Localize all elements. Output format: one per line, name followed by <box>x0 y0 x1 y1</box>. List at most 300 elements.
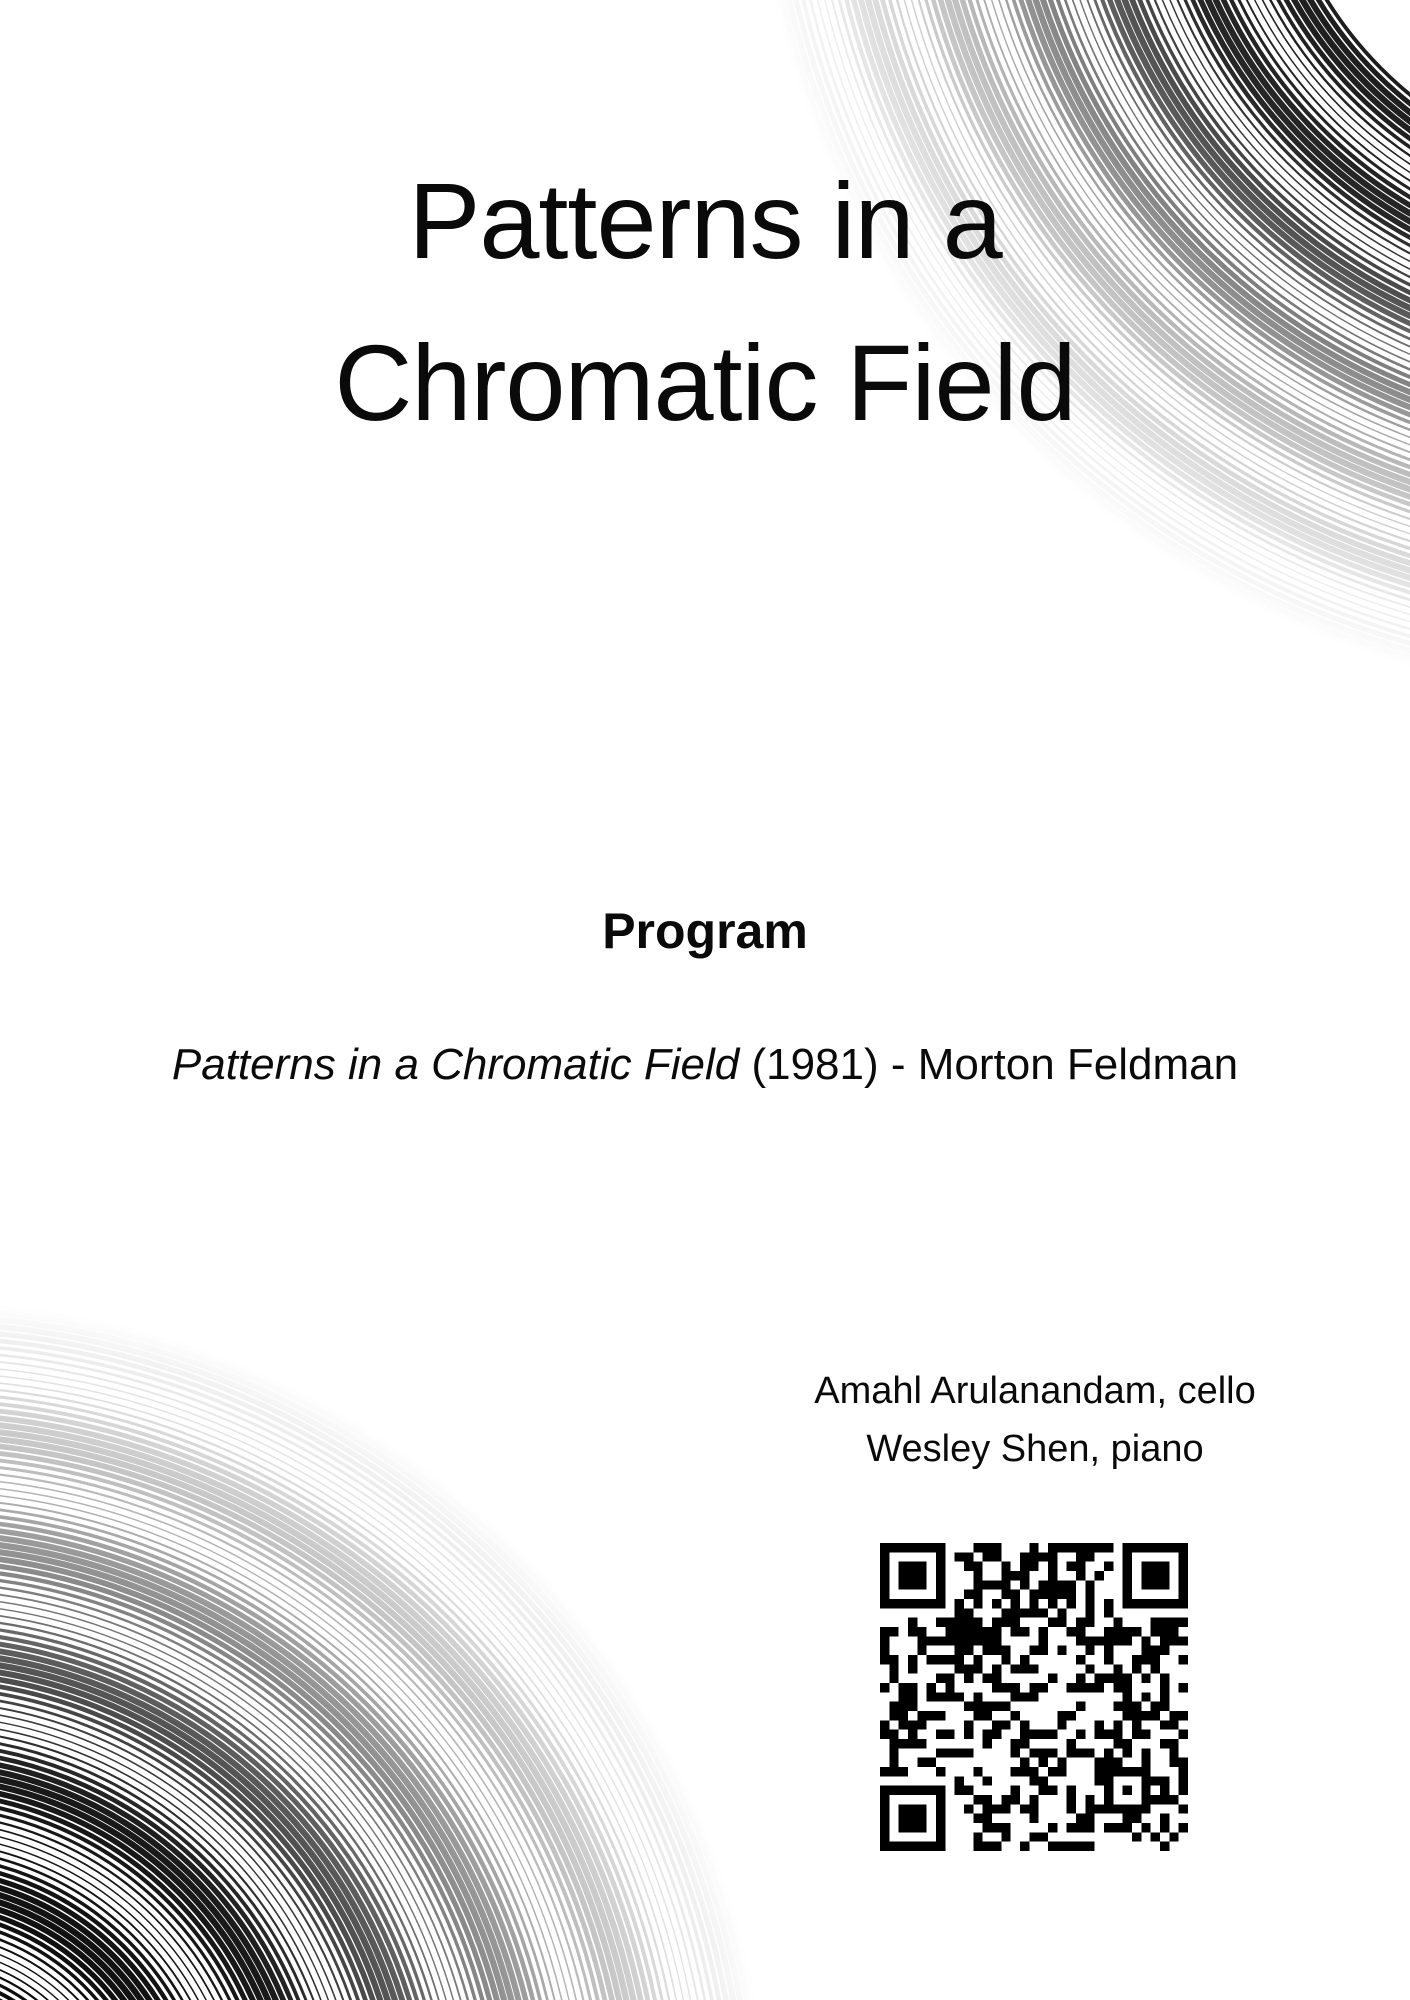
qr-module <box>936 1842 945 1851</box>
qr-module <box>1011 1618 1020 1627</box>
qr-module <box>1123 1804 1132 1813</box>
qr-module <box>1123 1543 1132 1552</box>
qr-module <box>973 1832 982 1841</box>
qr-module <box>1076 1636 1085 1645</box>
qr-module <box>964 1627 973 1636</box>
qr-module <box>899 1842 908 1851</box>
qr-module <box>1141 1767 1150 1776</box>
qr-module <box>1001 1562 1010 1571</box>
qr-module <box>945 1674 954 1683</box>
qr-module <box>1151 1599 1160 1608</box>
qr-module <box>983 1674 992 1683</box>
qr-module <box>889 1543 898 1552</box>
qr-module <box>917 1758 926 1767</box>
qr-module <box>889 1842 898 1851</box>
qr-module <box>1113 1730 1122 1739</box>
qr-module <box>927 1655 936 1664</box>
qr-module <box>1057 1767 1066 1776</box>
qr-module <box>927 1711 936 1720</box>
qr-module <box>1141 1711 1150 1720</box>
qr-module <box>899 1580 908 1589</box>
qr-module <box>1123 1636 1132 1645</box>
qr-module <box>1179 1636 1188 1645</box>
qr-module <box>1029 1776 1038 1785</box>
qr-module <box>1104 1674 1113 1683</box>
qr-module <box>1011 1608 1020 1617</box>
qr-module <box>1011 1739 1020 1748</box>
qr-module <box>1169 1636 1178 1645</box>
qr-module <box>964 1804 973 1813</box>
title-line-2: Chromatic Field <box>334 322 1076 443</box>
qr-module <box>1048 1618 1057 1627</box>
qr-module <box>1020 1562 1029 1571</box>
qr-module <box>908 1599 917 1608</box>
qr-module <box>983 1711 992 1720</box>
qr-module <box>1160 1599 1169 1608</box>
qr-module <box>1011 1786 1020 1795</box>
qr-module <box>1085 1580 1094 1589</box>
qr-module <box>1095 1776 1104 1785</box>
qr-module <box>1160 1739 1169 1748</box>
qr-module <box>1048 1543 1057 1552</box>
qr-module <box>880 1627 889 1636</box>
qr-module <box>1179 1562 1188 1571</box>
qr-module <box>983 1580 992 1589</box>
qr-module <box>1067 1543 1076 1552</box>
qr-module <box>1179 1618 1188 1627</box>
qr-module <box>1039 1552 1048 1561</box>
qr-module <box>992 1543 1001 1552</box>
performer-cello: Amahl Arulanandam, cello <box>814 1370 1256 1412</box>
qr-module <box>927 1758 936 1767</box>
qr-module <box>964 1608 973 1617</box>
qr-module <box>1020 1842 1029 1851</box>
qr-module <box>908 1730 917 1739</box>
qr-module <box>1123 1590 1132 1599</box>
qr-module <box>964 1552 973 1561</box>
qr-module <box>1141 1692 1150 1701</box>
qr-module <box>1123 1599 1132 1608</box>
qr-module <box>1141 1804 1150 1813</box>
qr-module <box>899 1692 908 1701</box>
qr-module <box>908 1683 917 1692</box>
qr-module <box>1123 1711 1132 1720</box>
qr-module <box>1123 1580 1132 1589</box>
qr-module <box>1141 1580 1150 1589</box>
qr-module <box>992 1842 1001 1851</box>
qr-module <box>983 1552 992 1561</box>
page-title <box>0 140 1410 464</box>
qr-module <box>1132 1832 1141 1841</box>
qr-module <box>936 1543 945 1552</box>
qr-module <box>1020 1739 1029 1748</box>
qr-module <box>1076 1823 1085 1832</box>
qr-module <box>992 1823 1001 1832</box>
qr-module <box>1085 1683 1094 1692</box>
qr-module <box>983 1543 992 1552</box>
qr-module <box>1020 1804 1029 1813</box>
qr-module <box>1141 1646 1150 1655</box>
qr-module <box>899 1823 908 1832</box>
qr-module <box>973 1664 982 1673</box>
qr-module <box>964 1702 973 1711</box>
program-item <box>0 1040 1410 1090</box>
qr-module <box>1113 1767 1122 1776</box>
qr-module <box>1113 1674 1122 1683</box>
qr-code-icon[interactable] <box>880 1543 1188 1851</box>
qr-module <box>1029 1692 1038 1701</box>
qr-module <box>917 1627 926 1636</box>
qr-module <box>1029 1543 1038 1552</box>
qr-module <box>1076 1543 1085 1552</box>
qr-module <box>917 1599 926 1608</box>
qr-module <box>1020 1730 1029 1739</box>
qr-module <box>1011 1571 1020 1580</box>
qr-module <box>1048 1562 1057 1571</box>
qr-module <box>936 1795 945 1804</box>
qr-module <box>1104 1795 1113 1804</box>
qr-module <box>1039 1730 1048 1739</box>
qr-module <box>992 1636 1001 1645</box>
qr-module <box>880 1562 889 1571</box>
qr-module <box>880 1832 889 1841</box>
qr-module <box>1039 1580 1048 1589</box>
qr-module <box>899 1599 908 1608</box>
qr-module <box>1095 1767 1104 1776</box>
qr-module <box>973 1767 982 1776</box>
qr-module <box>1123 1823 1132 1832</box>
qr-module <box>1141 1795 1150 1804</box>
qr-module <box>880 1590 889 1599</box>
qr-module <box>1160 1795 1169 1804</box>
qr-module <box>983 1776 992 1785</box>
qr-module <box>1151 1702 1160 1711</box>
qr-module <box>880 1683 889 1692</box>
qr-module <box>1151 1711 1160 1720</box>
qr-module <box>1151 1618 1160 1627</box>
qr-module <box>1151 1580 1160 1589</box>
qr-module <box>983 1730 992 1739</box>
qr-module <box>945 1748 954 1757</box>
qr-module <box>1095 1636 1104 1645</box>
qr-module <box>880 1814 889 1823</box>
qr-module <box>1179 1823 1188 1832</box>
qr-module <box>1160 1627 1169 1636</box>
qr-module <box>899 1786 908 1795</box>
qr-module <box>1039 1627 1048 1636</box>
qr-module <box>1048 1730 1057 1739</box>
qr-module <box>1160 1580 1169 1589</box>
qr-module <box>1029 1664 1038 1673</box>
qr-module <box>908 1842 917 1851</box>
qr-module <box>889 1786 898 1795</box>
qr-module <box>1001 1571 1010 1580</box>
qr-module <box>955 1748 964 1757</box>
qr-module <box>1085 1842 1094 1851</box>
qr-module <box>1104 1636 1113 1645</box>
qr-module <box>1160 1543 1169 1552</box>
qr-module <box>1039 1758 1048 1767</box>
qr-module <box>936 1580 945 1589</box>
qr-module <box>1029 1795 1038 1804</box>
qr-module <box>880 1599 889 1608</box>
qr-module <box>908 1692 917 1701</box>
qr-module <box>1179 1590 1188 1599</box>
qr-module <box>1123 1702 1132 1711</box>
qr-module <box>1001 1590 1010 1599</box>
qr-module <box>1048 1767 1057 1776</box>
qr-module <box>1029 1832 1038 1841</box>
qr-module <box>1067 1786 1076 1795</box>
qr-module <box>955 1655 964 1664</box>
qr-module <box>880 1580 889 1589</box>
qr-module <box>1011 1748 1020 1757</box>
qr-module <box>917 1786 926 1795</box>
qr-module <box>1123 1814 1132 1823</box>
qr-module <box>889 1664 898 1673</box>
qr-module <box>936 1636 945 1645</box>
qr-module <box>1020 1552 1029 1561</box>
qr-module <box>1067 1804 1076 1813</box>
qr-module <box>889 1748 898 1757</box>
qr-module <box>1085 1823 1094 1832</box>
qr-module <box>880 1730 889 1739</box>
qr-module <box>1076 1683 1085 1692</box>
qr-module <box>973 1702 982 1711</box>
title-line-1: Patterns in a <box>408 160 1002 281</box>
qr-module <box>955 1692 964 1701</box>
qr-module <box>899 1683 908 1692</box>
qr-module <box>1132 1543 1141 1552</box>
qr-module <box>936 1730 945 1739</box>
qr-module <box>983 1636 992 1645</box>
qr-module <box>1160 1823 1169 1832</box>
qr-module <box>1085 1748 1094 1757</box>
qr-module <box>1132 1702 1141 1711</box>
qr-module <box>1179 1655 1188 1664</box>
qr-module <box>973 1571 982 1580</box>
qr-module <box>1048 1748 1057 1757</box>
qr-module <box>1160 1720 1169 1729</box>
qr-module <box>1141 1786 1150 1795</box>
qr-module <box>1057 1580 1066 1589</box>
qr-module <box>1095 1674 1104 1683</box>
qr-module <box>908 1580 917 1589</box>
qr-module <box>973 1655 982 1664</box>
qr-module <box>1020 1758 1029 1767</box>
qr-module <box>1160 1814 1169 1823</box>
qr-module <box>1123 1552 1132 1561</box>
qr-module <box>936 1814 945 1823</box>
qr-module <box>917 1580 926 1589</box>
qr-module <box>899 1571 908 1580</box>
qr-module <box>1001 1832 1010 1841</box>
qr-module <box>1039 1590 1048 1599</box>
qr-module <box>1029 1730 1038 1739</box>
qr-module <box>899 1767 908 1776</box>
qr-module <box>1151 1655 1160 1664</box>
qr-module <box>992 1720 1001 1729</box>
qr-module <box>983 1646 992 1655</box>
qr-module <box>1160 1683 1169 1692</box>
qr-module <box>1001 1804 1010 1813</box>
qr-module <box>1076 1730 1085 1739</box>
qr-module <box>973 1814 982 1823</box>
qr-module <box>908 1543 917 1552</box>
bottom-left-ripple-pattern <box>0 1302 768 2000</box>
qr-module <box>955 1608 964 1617</box>
qr-module <box>927 1683 936 1692</box>
qr-module <box>1141 1823 1150 1832</box>
qr-module <box>1113 1739 1122 1748</box>
qr-module <box>927 1786 936 1795</box>
qr-module <box>1020 1571 1029 1580</box>
qr-module <box>917 1636 926 1645</box>
qr-module <box>1179 1571 1188 1580</box>
qr-module <box>1067 1683 1076 1692</box>
qr-module <box>1113 1702 1122 1711</box>
qr-module <box>1095 1571 1104 1580</box>
qr-module <box>880 1786 889 1795</box>
qr-module <box>1011 1683 1020 1692</box>
qr-module <box>1113 1804 1122 1813</box>
qr-module <box>1020 1655 1029 1664</box>
qr-module <box>1169 1711 1178 1720</box>
qr-module <box>889 1758 898 1767</box>
qr-module <box>1141 1636 1150 1645</box>
qr-module <box>1048 1571 1057 1580</box>
qr-module <box>889 1767 898 1776</box>
qr-module <box>1179 1776 1188 1785</box>
qr-module <box>899 1711 908 1720</box>
qr-module <box>1076 1627 1085 1636</box>
qr-module <box>1151 1776 1160 1785</box>
qr-module <box>1001 1608 1010 1617</box>
qr-module <box>1029 1590 1038 1599</box>
qr-module <box>1085 1636 1094 1645</box>
qr-module <box>1001 1795 1010 1804</box>
qr-module <box>1076 1674 1085 1683</box>
qr-module <box>992 1683 1001 1692</box>
qr-module <box>908 1702 917 1711</box>
qr-module <box>880 1636 889 1645</box>
qr-module <box>1095 1543 1104 1552</box>
qr-module <box>1020 1608 1029 1617</box>
qr-module <box>1057 1543 1066 1552</box>
qr-module <box>964 1748 973 1757</box>
qr-module <box>1076 1748 1085 1757</box>
qr-module <box>1001 1655 1010 1664</box>
ripple-ring <box>0 1302 768 2000</box>
qr-module <box>1001 1618 1010 1627</box>
qr-module <box>992 1646 1001 1655</box>
qr-module <box>1141 1758 1150 1767</box>
qr-module <box>936 1804 945 1813</box>
qr-module <box>917 1711 926 1720</box>
qr-module <box>1001 1646 1010 1655</box>
qr-module <box>1076 1702 1085 1711</box>
qr-module <box>1067 1627 1076 1636</box>
qr-module <box>1039 1608 1048 1617</box>
qr-module <box>1151 1571 1160 1580</box>
qr-module <box>964 1590 973 1599</box>
qr-module <box>1123 1739 1132 1748</box>
qr-module <box>1095 1730 1104 1739</box>
qr-module <box>1179 1683 1188 1692</box>
qr-module <box>936 1692 945 1701</box>
qr-module <box>936 1711 945 1720</box>
qr-module <box>1001 1702 1010 1711</box>
qr-module <box>908 1814 917 1823</box>
qr-module <box>1011 1711 1020 1720</box>
qr-module <box>1048 1590 1057 1599</box>
qr-module <box>1057 1646 1066 1655</box>
qr-module <box>1011 1599 1020 1608</box>
qr-module <box>1020 1767 1029 1776</box>
qr-module <box>1151 1832 1160 1841</box>
qr-module <box>1160 1692 1169 1701</box>
qr-module <box>1132 1711 1141 1720</box>
qr-module <box>992 1580 1001 1589</box>
qr-module <box>880 1543 889 1552</box>
qr-module <box>1020 1692 1029 1701</box>
qr-module <box>1029 1608 1038 1617</box>
qr-module <box>1123 1767 1132 1776</box>
qr-module <box>973 1590 982 1599</box>
qr-module <box>1011 1664 1020 1673</box>
qr-module <box>964 1618 973 1627</box>
qr-module <box>1048 1580 1057 1589</box>
qr-module <box>1076 1552 1085 1561</box>
qr-module <box>1104 1543 1113 1552</box>
qr-module <box>1179 1758 1188 1767</box>
qr-module <box>899 1739 908 1748</box>
qr-module <box>1160 1636 1169 1645</box>
qr-module <box>1179 1730 1188 1739</box>
qr-module <box>1169 1739 1178 1748</box>
qr-module <box>1123 1674 1132 1683</box>
qr-module <box>1011 1627 1020 1636</box>
qr-module <box>889 1655 898 1664</box>
qr-module <box>1179 1599 1188 1608</box>
qr-module <box>1067 1842 1076 1851</box>
qr-module <box>1151 1562 1160 1571</box>
qr-module <box>880 1795 889 1804</box>
qr-module <box>1039 1832 1048 1841</box>
qr-module <box>1104 1608 1113 1617</box>
qr-module <box>1132 1655 1141 1664</box>
qr-module <box>992 1618 1001 1627</box>
qr-module <box>1169 1543 1178 1552</box>
qr-module <box>1169 1618 1178 1627</box>
qr-module <box>1123 1786 1132 1795</box>
qr-module <box>1067 1562 1076 1571</box>
qr-module <box>1104 1758 1113 1767</box>
qr-module <box>889 1599 898 1608</box>
qr-module <box>1151 1664 1160 1673</box>
qr-module <box>973 1580 982 1589</box>
qr-module <box>1048 1552 1057 1561</box>
qr-module <box>1067 1580 1076 1589</box>
qr-module <box>1132 1720 1141 1729</box>
qr-module <box>1160 1646 1169 1655</box>
qr-module <box>880 1804 889 1813</box>
qr-module <box>1067 1739 1076 1748</box>
qr-module <box>908 1739 917 1748</box>
qr-module <box>1011 1692 1020 1701</box>
qr-module <box>908 1655 917 1664</box>
qr-module <box>945 1636 954 1645</box>
